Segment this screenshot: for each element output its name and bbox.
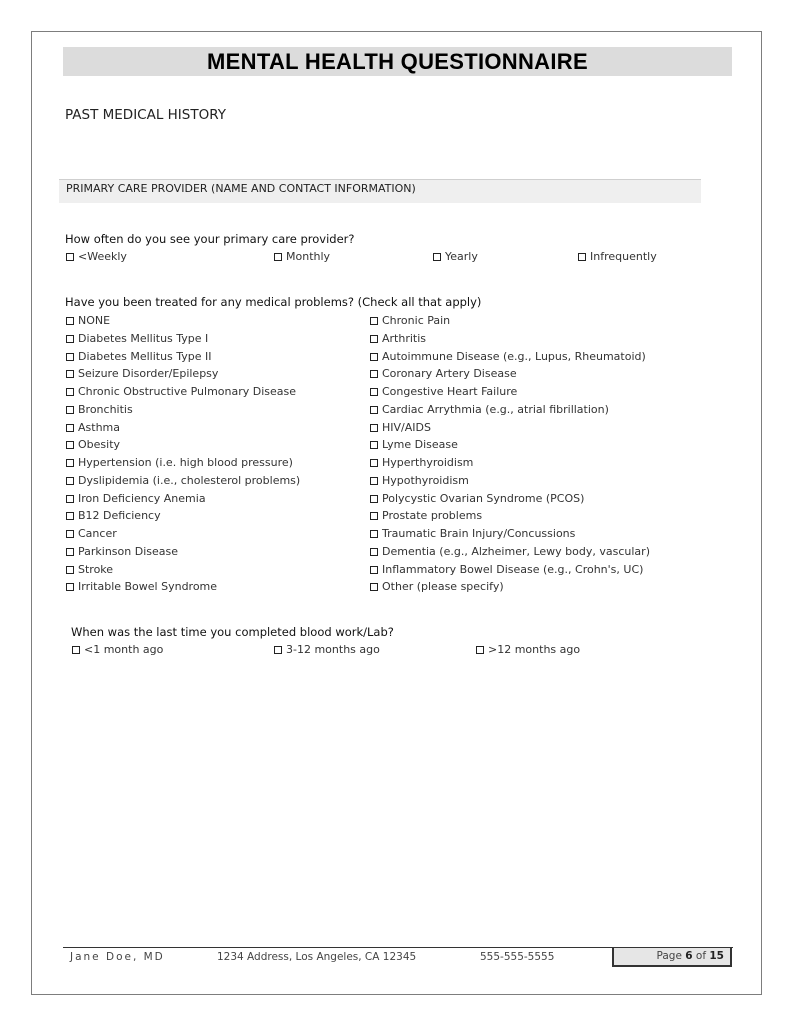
condition-option[interactable] xyxy=(66,384,296,400)
condition-option[interactable] xyxy=(370,491,584,507)
checkbox[interactable] xyxy=(66,335,74,343)
checkbox-label: HIV/AIDS xyxy=(382,420,431,434)
checkbox[interactable] xyxy=(66,441,74,449)
condition-option[interactable] xyxy=(370,402,609,418)
checkbox-label: >12 months ago xyxy=(488,643,581,656)
title-bar xyxy=(63,47,732,76)
checkbox-label: Hypothyroidism xyxy=(382,473,469,487)
checkbox[interactable] xyxy=(274,253,282,261)
checkbox-label: Polycystic Ovarian Syndrome (PCOS) xyxy=(382,491,585,505)
visit-option[interactable] xyxy=(578,249,657,265)
checkbox-label: Stroke xyxy=(78,562,114,576)
checkbox-label: Diabetes Mellitus Type I xyxy=(78,331,209,345)
checkbox[interactable] xyxy=(66,370,74,378)
condition-option[interactable] xyxy=(66,420,120,436)
page-title: MENTAL HEALTH QUESTIONNAIRE xyxy=(207,48,588,74)
condition-option[interactable] xyxy=(66,544,178,560)
checkbox-label: Hypertension (i.e. high blood pressure) xyxy=(78,456,293,469)
checkbox-label: B12 Deficiency xyxy=(78,509,161,523)
page-number: Page 6 of 15 xyxy=(656,950,724,962)
condition-option[interactable] xyxy=(66,526,117,542)
condition-option[interactable] xyxy=(370,526,575,542)
checkbox[interactable] xyxy=(370,317,378,325)
checkbox-label: Other (please specify) xyxy=(382,580,504,594)
checkbox[interactable] xyxy=(370,477,378,485)
condition-option[interactable] xyxy=(66,349,212,365)
checkbox-label: Chronic Obstructive Pulmonary Disease xyxy=(78,385,297,398)
visit-option[interactable] xyxy=(66,249,127,265)
condition-option[interactable] xyxy=(66,366,218,382)
condition-option[interactable] xyxy=(370,331,426,347)
checkbox-label: Cardiac Arrythmia (e.g., atrial fibrillation) xyxy=(382,402,609,416)
condition-option[interactable] xyxy=(66,562,113,578)
condition-option[interactable] xyxy=(66,455,293,471)
checkbox-label: Chronic Pain xyxy=(382,314,451,327)
checkbox[interactable] xyxy=(370,583,378,591)
page-number-box xyxy=(612,948,732,967)
checkbox[interactable] xyxy=(578,253,586,261)
checkbox[interactable] xyxy=(66,530,74,538)
checkbox-label: Infrequently xyxy=(590,250,657,263)
condition-option[interactable] xyxy=(370,455,473,471)
checkbox[interactable] xyxy=(66,583,74,591)
checkbox-label: Inflammatory Bowel Disease (e.g., Crohn's, UC) xyxy=(382,562,644,576)
checkbox[interactable] xyxy=(66,317,74,325)
checkbox[interactable] xyxy=(433,253,441,261)
condition-option[interactable] xyxy=(66,402,133,418)
condition-option[interactable] xyxy=(370,420,431,436)
checkbox-label: Prostate problems xyxy=(382,509,483,523)
checkbox[interactable] xyxy=(66,388,74,396)
condition-option[interactable] xyxy=(370,508,482,524)
checkbox-label: Autoimmune Disease (e.g., Lupus, Rheumatoid) xyxy=(382,349,646,363)
visit-option[interactable] xyxy=(433,249,478,265)
checkbox-label: Irritable Bowel Syndrome xyxy=(78,580,218,594)
checkbox-label: Cancer xyxy=(78,527,117,540)
section-title: PAST MEDICAL HISTORY xyxy=(65,107,226,123)
condition-option[interactable] xyxy=(370,384,517,400)
condition-option[interactable] xyxy=(66,473,300,489)
provider-field[interactable] xyxy=(59,179,701,203)
footer-address: 1234 Address, Los Angeles, CA 12345 xyxy=(217,951,417,963)
condition-option[interactable] xyxy=(370,562,643,578)
condition-option[interactable] xyxy=(66,313,110,329)
checkbox[interactable] xyxy=(476,646,484,654)
checkbox[interactable] xyxy=(370,530,378,538)
condition-option[interactable] xyxy=(370,437,458,453)
condition-option[interactable] xyxy=(370,473,469,489)
checkbox[interactable] xyxy=(370,495,378,503)
checkbox-label: Dyslipidemia (i.e., cholesterol problems) xyxy=(78,473,301,487)
checkbox[interactable] xyxy=(66,424,74,432)
checkbox[interactable] xyxy=(370,441,378,449)
checkbox[interactable] xyxy=(370,406,378,414)
checkbox-label: Hyperthyroidism xyxy=(382,456,474,469)
visit-frequency-question: How often do you see your primary care provider? xyxy=(65,232,355,246)
checkbox-label: Lyme Disease xyxy=(382,438,458,452)
condition-option[interactable] xyxy=(66,331,208,347)
checkbox[interactable] xyxy=(66,406,74,414)
checkbox-label: Seizure Disorder/Epilepsy xyxy=(78,367,219,381)
checkbox[interactable] xyxy=(66,253,74,261)
condition-option[interactable] xyxy=(66,437,120,453)
condition-option[interactable] xyxy=(370,544,650,560)
checkbox-label: Arthritis xyxy=(382,331,427,345)
checkbox[interactable] xyxy=(370,548,378,556)
checkbox[interactable] xyxy=(370,424,378,432)
condition-option[interactable] xyxy=(370,313,450,329)
footer-name: Jane Doe, MD xyxy=(70,951,165,963)
footer-phone: 555-555-5555 xyxy=(480,951,555,963)
checkbox[interactable] xyxy=(66,495,74,503)
checkbox[interactable] xyxy=(370,388,378,396)
checkbox[interactable] xyxy=(66,353,74,361)
checkbox[interactable] xyxy=(66,548,74,556)
condition-option[interactable] xyxy=(370,579,504,595)
provider-label: PRIMARY CARE PROVIDER (NAME AND CONTACT INFORMATION) xyxy=(66,182,416,195)
condition-option[interactable] xyxy=(66,491,206,507)
checkbox[interactable] xyxy=(274,646,282,654)
checkbox[interactable] xyxy=(66,512,74,520)
checkbox-label: Iron Deficiency Anemia xyxy=(78,491,206,505)
checkbox-label: Obesity xyxy=(78,438,121,452)
checkbox[interactable] xyxy=(370,459,378,467)
checkbox-label: Monthly xyxy=(286,250,331,263)
visit-option[interactable] xyxy=(274,249,330,265)
condition-option[interactable] xyxy=(66,579,217,595)
checkbox-label: Parkinson Disease xyxy=(78,544,178,558)
checkbox-label: NONE xyxy=(78,314,111,327)
bloodwork-question: When was the last time you completed blood work/Lab? xyxy=(71,625,394,639)
checkbox-label: Dementia (e.g., Alzheimer, Lewy body, vascular) xyxy=(382,544,650,558)
condition-option[interactable] xyxy=(370,349,646,365)
checkbox[interactable] xyxy=(370,353,378,361)
checkbox[interactable] xyxy=(66,477,74,485)
checkbox-label: Diabetes Mellitus Type II xyxy=(78,349,212,363)
checkbox-label: 3-12 months ago xyxy=(286,643,380,656)
checkbox[interactable] xyxy=(370,566,378,574)
bloodwork-option[interactable] xyxy=(72,642,163,658)
checkbox[interactable] xyxy=(370,512,378,520)
checkbox[interactable] xyxy=(66,566,74,574)
checkbox-label: Yearly xyxy=(445,250,478,263)
checkbox-label: <1 month ago xyxy=(84,643,164,656)
checkbox-label: Bronchitis xyxy=(78,402,133,416)
checkbox-label: Asthma xyxy=(78,420,120,434)
checkbox-label: Congestive Heart Failure xyxy=(382,385,518,398)
checkbox[interactable] xyxy=(370,335,378,343)
checkbox[interactable] xyxy=(66,459,74,467)
checkbox-label: Traumatic Brain Injury/Concussions xyxy=(382,527,576,540)
checkbox-label: <Weekly xyxy=(78,250,127,263)
checkbox[interactable] xyxy=(370,370,378,378)
checkbox[interactable] xyxy=(72,646,80,654)
bloodwork-option[interactable] xyxy=(476,642,580,658)
conditions-question: Have you been treated for any medical problems? (Check all that apply) xyxy=(65,295,482,309)
checkbox-label: Coronary Artery Disease xyxy=(382,367,517,381)
condition-option[interactable] xyxy=(370,366,517,382)
bloodwork-option[interactable] xyxy=(274,642,380,658)
condition-option[interactable] xyxy=(66,508,161,524)
